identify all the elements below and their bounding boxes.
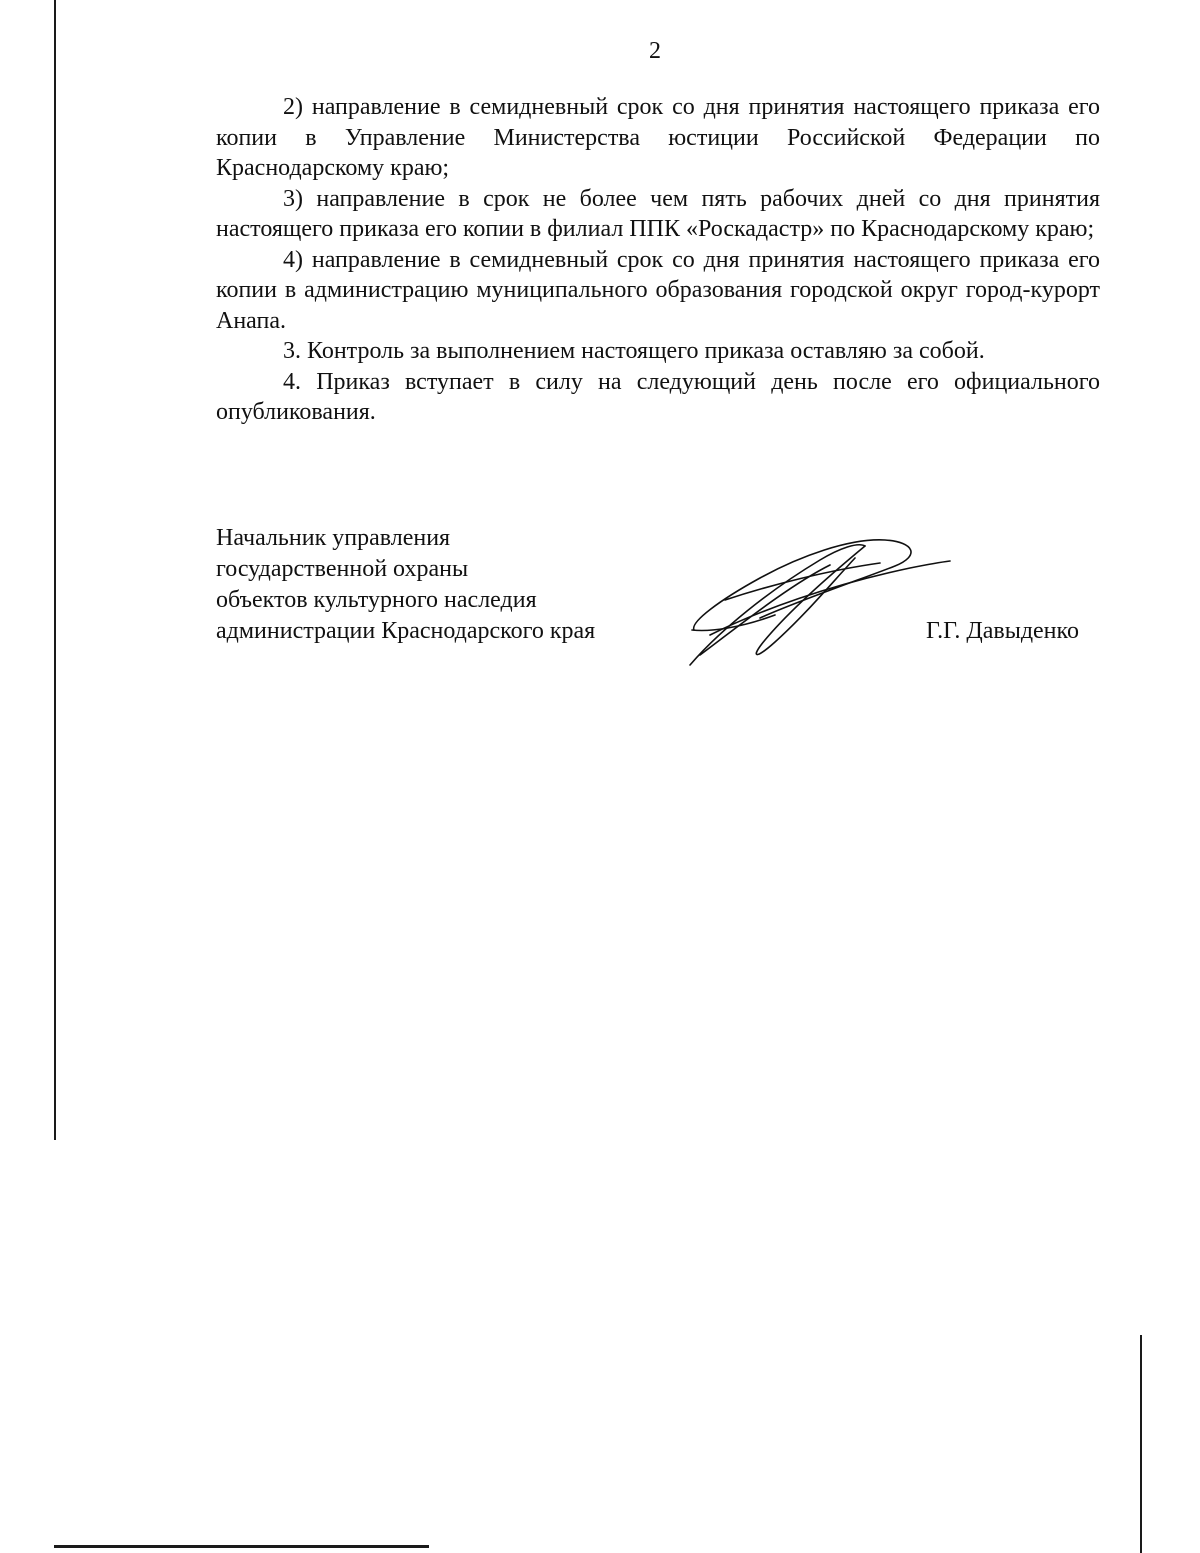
document-body [216, 92, 1100, 428]
paragraph-control-clause: 3. Контроль за выполнением настоящего приказа оставляю за собой. [283, 338, 985, 364]
page-number: 2 [649, 38, 661, 64]
handwritten-signature [680, 530, 960, 675]
signatory-name: Г.Г. Давыденко [926, 618, 1079, 644]
signatory-title-line: Начальник управления [216, 525, 451, 551]
paragraph-item-2: 2) направление в семидневный срок со дня принятия настоящего приказа его копии в Управление Министерства юстиции Российской Федерации по Краснодарскому краю; [216, 94, 1100, 181]
signatory-title [216, 523, 595, 647]
paragraph-item-3: 3) направление в срок не более чем пять рабочих дней со дня принятия настоящего приказа его копии в филиал ППК «Роскадастр» по Краснодарскому краю; [216, 185, 1100, 242]
scan-edge-left [54, 0, 56, 1140]
scan-edge-bottom [54, 1545, 429, 1548]
signatory-title-line: объектов культурного наследия [216, 587, 537, 613]
scan-edge-right [1140, 1335, 1142, 1553]
signatory-title-line: государственной охраны [216, 556, 469, 582]
signatory-title-line: администрации Краснодарского края [216, 618, 596, 644]
paragraph-effective-clause: 4. Приказ вступает в силу на следующий день после его официального опубликования. [216, 368, 1100, 425]
paragraph-item-4: 4) направление в семидневный срок со дня принятия настоящего приказа его копии в администрацию муниципального образования городской округ город-курорт Анапа. [216, 246, 1100, 334]
